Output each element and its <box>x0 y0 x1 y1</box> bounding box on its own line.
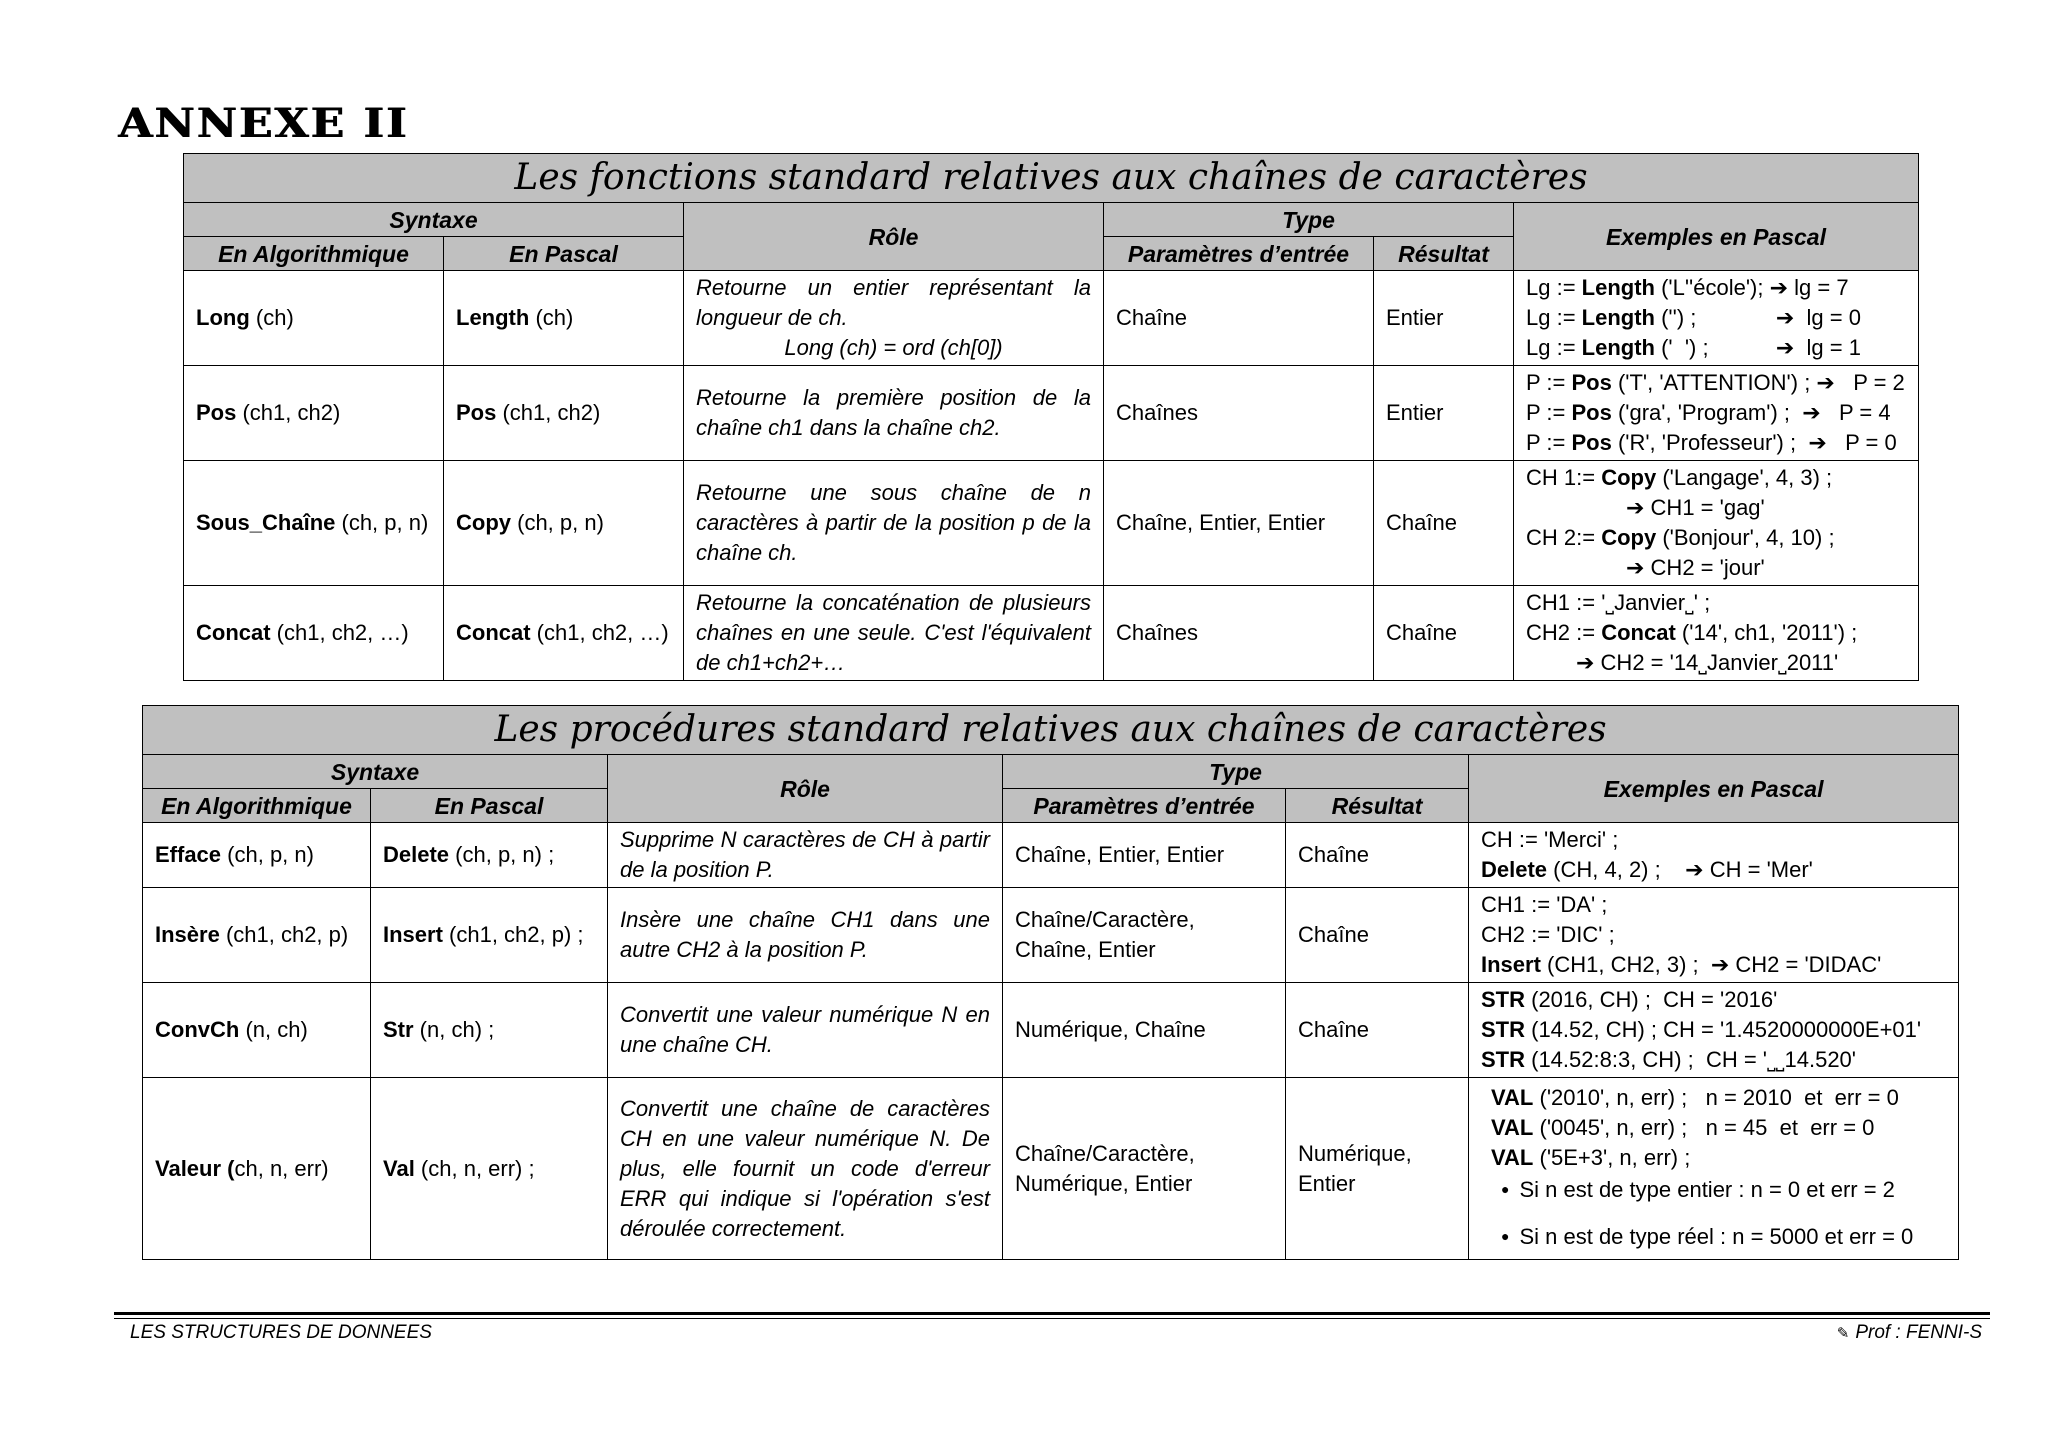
params-cell: Chaîne, Entier, Entier <box>1003 823 1286 888</box>
role-cell: Retourne la concaténation de plusieurs chaînes en une seule. C'est l'équivalent de ch1+ch2+… <box>684 586 1104 681</box>
procedures-caption: Les procédures standard relatives aux chaînes de caractères <box>143 706 1959 755</box>
header-type: Type <box>1003 755 1469 789</box>
examples-cell: CH1 := '˽Janvier˽' ; CH2 := Concat ('14', ch1, '2011') ; ➔ CH2 = '14˽Janvier˽2011' <box>1514 586 1919 681</box>
examples-cell: Lg := Length ('L''école'); ➔ lg = 7 Lg := Length ('') ; ➔ lg = 0 Lg := Length (' ') ; ➔ lg = 1 <box>1514 271 1919 366</box>
pascal-syntax: Concat (ch1, ch2, …) <box>444 586 684 681</box>
table-row <box>143 983 1959 1078</box>
table-row <box>143 888 1959 983</box>
params-cell: Chaîne <box>1104 271 1374 366</box>
pencil-icon: ✎ <box>1836 1325 1850 1342</box>
pascal-syntax: Length (ch) <box>444 271 684 366</box>
role-cell: Convertit une valeur numérique N en une chaîne CH. <box>608 983 1003 1078</box>
table-row <box>184 366 1919 461</box>
algo-syntax: Pos (ch1, ch2) <box>184 366 444 461</box>
pascal-syntax: Copy (ch, p, n) <box>444 461 684 586</box>
header-role: Rôle <box>684 203 1104 271</box>
header-params: Paramètres d’entrée <box>1003 789 1286 823</box>
params-cell: Chaînes <box>1104 586 1374 681</box>
role-cell: Insère une chaîne CH1 dans une autre CH2 à la position P. <box>608 888 1003 983</box>
pascal-syntax: Str (n, ch) ; <box>371 983 608 1078</box>
footer-divider <box>114 1312 1990 1315</box>
examples-cell: P := Pos ('T', 'ATTENTION') ; ➔ P = 2 P := Pos ('gra', 'Program') ; ➔ P = 4 P := Pos ('R', 'Professeur') ; ➔ P = 0 <box>1514 366 1919 461</box>
result-cell: Chaîne <box>1286 983 1469 1078</box>
params-cell: Numérique, Chaîne <box>1003 983 1286 1078</box>
result-cell: Numérique, Entier <box>1286 1078 1469 1260</box>
table-row <box>143 823 1959 888</box>
algo-syntax: Long (ch) <box>184 271 444 366</box>
header-params: Paramètres d’entrée <box>1104 237 1374 271</box>
algo-syntax: Sous_Chaîne (ch, p, n) <box>184 461 444 586</box>
examples-cell: STR (2016, CH) ; CH = '2016' STR (14.52, CH) ; CH = '1.4520000000E+01' STR (14.52:8:3, CH) ; CH = '˽˽14.520' <box>1469 983 1959 1078</box>
examples-cell: VAL ('2010', n, err) ; n = 2010 et err = 0 VAL ('0045', n, err) ; n = 45 et err = 0 VAL ('5E+3', n, err) ; ● Si n est de type entier : n = 0 et err = 2 ● Si n est de type réel : n = 5000 et err = 0 <box>1469 1078 1959 1260</box>
role-cell: Retourne la première position de la chaîne ch1 dans la chaîne ch2. <box>684 366 1104 461</box>
header-en-pascal: En Pascal <box>444 237 684 271</box>
header-en-algo: En Algorithmique <box>184 237 444 271</box>
algo-syntax: Insère (ch1, ch2, p) <box>143 888 371 983</box>
examples-cell: CH := 'Merci' ; Delete (CH, 4, 2) ; ➔ CH = 'Mer' <box>1469 823 1959 888</box>
table-row <box>143 1078 1959 1260</box>
bullet-item: ● Si n est de type entier : n = 0 et err = 2 <box>1491 1175 1946 1207</box>
params-cell: Chaînes <box>1104 366 1374 461</box>
header-en-pascal: En Pascal <box>371 789 608 823</box>
params-cell: Chaîne/Caractère, Chaîne, Entier <box>1003 888 1286 983</box>
result-cell: Entier <box>1374 366 1514 461</box>
role-cell: Convertit une chaîne de caractères CH en une valeur numérique N. De plus, elle fournit un code d'erreur ERR qui indique si l'opération s'est déroulée correctement. <box>608 1078 1003 1260</box>
table-row <box>184 271 1919 366</box>
result-cell: Chaîne <box>1374 461 1514 586</box>
algo-syntax: Concat (ch1, ch2, …) <box>184 586 444 681</box>
header-resultat: Résultat <box>1374 237 1514 271</box>
page-title: ANNEXE II <box>118 100 409 147</box>
functions-table <box>183 153 1919 681</box>
header-en-algo: En Algorithmique <box>143 789 371 823</box>
result-cell: Chaîne <box>1374 586 1514 681</box>
footer-divider-thin <box>114 1318 1990 1319</box>
header-role: Rôle <box>608 755 1003 823</box>
pascal-syntax: Pos (ch1, ch2) <box>444 366 684 461</box>
header-exemples: Exemples en Pascal <box>1469 755 1959 823</box>
algo-syntax: ConvCh (n, ch) <box>143 983 371 1078</box>
footer-course-title: LES STRUCTURES DE DONNEES <box>130 1322 432 1343</box>
pascal-syntax: Delete (ch, p, n) ; <box>371 823 608 888</box>
result-cell: Chaîne <box>1286 888 1469 983</box>
header-syntaxe: Syntaxe <box>143 755 608 789</box>
procedures-table <box>142 705 1959 1260</box>
functions-caption: Les fonctions standard relatives aux chaînes de caractères <box>184 154 1919 203</box>
role-cell: Retourne une sous chaîne de n caractères à partir de la position p de la chaîne ch. <box>684 461 1104 586</box>
role-cell: Supprime N caractères de CH à partir de la position P. <box>608 823 1003 888</box>
params-cell: Chaîne/Caractère, Numérique, Entier <box>1003 1078 1286 1260</box>
examples-cell: CH1 := 'DA' ; CH2 := 'DIC' ; Insert (CH1, CH2, 3) ; ➔ CH2 = 'DIDAC' <box>1469 888 1959 983</box>
role-cell: Retourne un entier représentant la longueur de ch. Long (ch) = ord (ch[0]) <box>684 271 1104 366</box>
result-cell: Chaîne <box>1286 823 1469 888</box>
algo-syntax: Valeur (ch, n, err) <box>143 1078 371 1260</box>
footer-author: ✎ Prof : FENNI-S <box>1836 1322 1982 1343</box>
table-row <box>184 586 1919 681</box>
pascal-syntax: Val (ch, n, err) ; <box>371 1078 608 1260</box>
params-cell: Chaîne, Entier, Entier <box>1104 461 1374 586</box>
header-type: Type <box>1104 203 1514 237</box>
header-exemples: Exemples en Pascal <box>1514 203 1919 271</box>
pascal-syntax: Insert (ch1, ch2, p) ; <box>371 888 608 983</box>
bullet-item: ● Si n est de type réel : n = 5000 et err = 0 <box>1491 1222 1946 1254</box>
result-cell: Entier <box>1374 271 1514 366</box>
examples-cell: CH 1:= Copy ('Langage', 4, 3) ; ➔ CH1 = 'gag' CH 2:= Copy ('Bonjour', 4, 10) ; ➔ CH2 = 'jour' <box>1514 461 1919 586</box>
algo-syntax: Efface (ch, p, n) <box>143 823 371 888</box>
header-syntaxe: Syntaxe <box>184 203 684 237</box>
header-resultat: Résultat <box>1286 789 1469 823</box>
table-row <box>184 461 1919 586</box>
